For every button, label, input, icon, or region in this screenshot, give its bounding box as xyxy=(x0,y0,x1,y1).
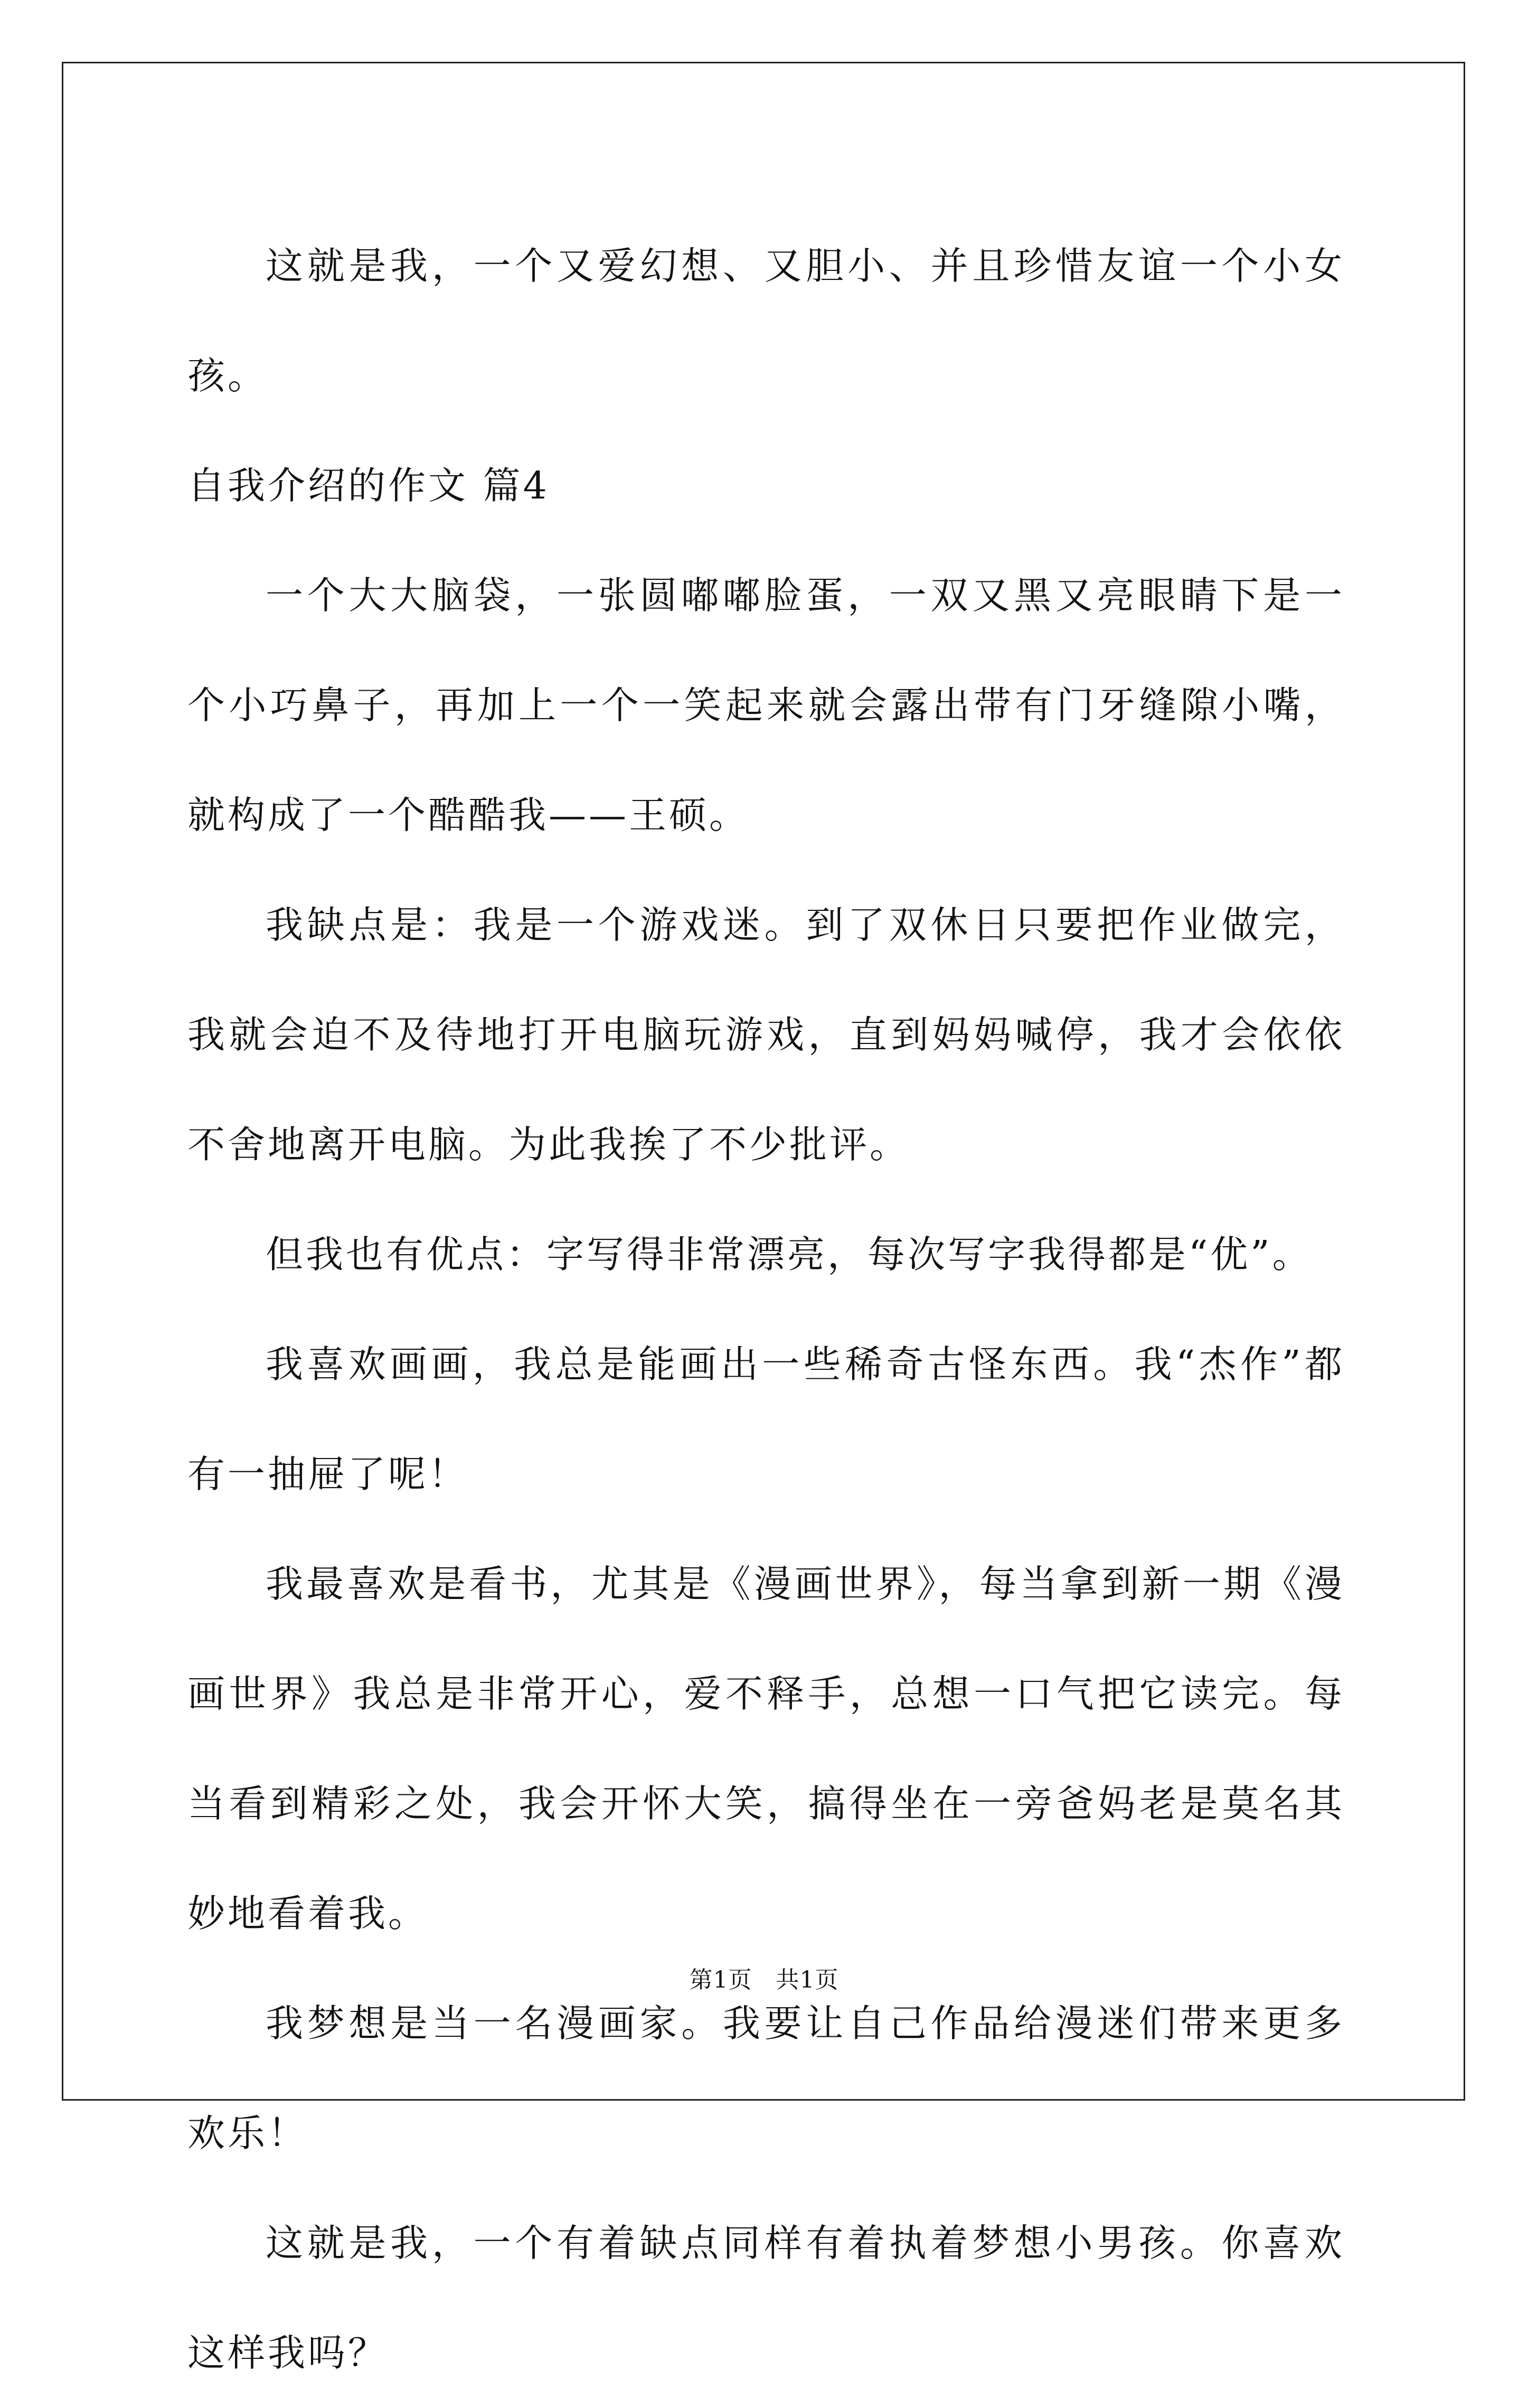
paragraph-7: 我梦想是当一名漫画家。我要让自己作品给漫迷们带来更多欢乐！ xyxy=(187,2001,1345,2155)
paragraph-4: 但我也有优点：字写得非常漂亮，每次写字我得都是“优”。 xyxy=(266,1233,1313,1276)
paragraph-2: 一个大大脑袋，一张圆嘟嘟脸蛋，一双又黑又亮眼睛下是一个小巧鼻子，再加上一个一笑起来就会露出带有门牙缝隙小嘴，就构成了一个酷酷我——王硕。 xyxy=(187,573,1345,837)
document-body xyxy=(187,211,1345,2408)
paragraph-1: 这就是我，一个又爱幻想、又胆小、并且珍惜友谊一个小女孩。 xyxy=(187,244,1345,398)
paragraph-5: 我喜欢画画，我总是能画出一些稀奇古怪东西。我“杰作”都有一抽屉了呢！ xyxy=(187,1342,1345,1496)
paragraph-3: 我缺点是：我是一个游戏迷。到了双休日只要把作业做完，我就会迫不及待地打开电脑玩游戏，直到妈妈喊停，我才会依依不舍地离开电脑。为此我挨了不少批评。 xyxy=(187,903,1345,1167)
page-number-footer: 第1页 共1页 xyxy=(689,1967,839,1993)
paragraph-8: 这就是我，一个有着缺点同样有着执着梦想小男孩。你喜欢这样我吗？ xyxy=(187,2221,1345,2375)
section-heading: 自我介绍的作文 篇4 xyxy=(187,464,550,507)
paragraph-6: 我最喜欢是看书，尤其是《漫画世界》，每当拿到新一期《漫画世界》我总是非常开心，爱不释手，总想一口气把它读完。每当看到精彩之处，我会开怀大笑，搞得坐在一旁爸妈老是莫名其妙地看着我。 xyxy=(187,1562,1345,1935)
